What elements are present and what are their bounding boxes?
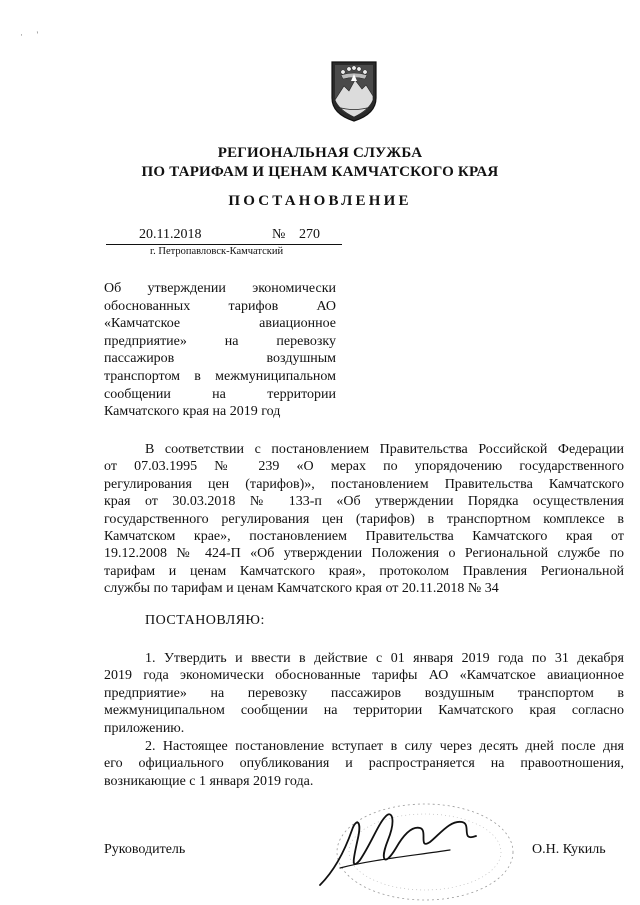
- org-title-line1: РЕГИОНАЛЬНАЯ СЛУЖБА: [217, 145, 423, 161]
- paragraph-line: тарифам и ценам Камчатского края», протоколом Правления Региональной: [104, 563, 624, 579]
- paragraph-line: межмуниципальном сообщении на территории Камчатского края согласно: [104, 703, 624, 719]
- signatory-name: О.Н. Кукиль: [532, 842, 606, 857]
- resolve-heading: ПОСТАНОВЛЯЮ:: [145, 613, 265, 628]
- handwritten-signature-icon: [300, 790, 530, 905]
- document-number: 270: [299, 227, 320, 242]
- paragraph-line: приложению.: [104, 720, 185, 736]
- paragraph-line: 19.12.2008 № 424-П «Об утверждении Положения о Региональной службе по: [104, 546, 624, 562]
- subject-line: «Камчатское авиационное: [104, 316, 336, 332]
- document-type: ПОСТАНОВЛЕНИЕ: [228, 193, 412, 209]
- paragraph-line: В соответствии с постановлением Правительства Российской Федерации: [145, 442, 624, 457]
- subject-line: Об утверждении экономически: [104, 281, 336, 296]
- subject-line: пассажиров воздушным: [104, 351, 336, 367]
- number-sign: №: [272, 227, 286, 242]
- paragraph-line: 2019 года экономически обоснованные тарифы АО «Камчатское авиационное: [104, 668, 624, 684]
- subject-line: обоснованных тарифов АО: [104, 298, 336, 314]
- paragraph-line: возникающие с 1 января 2019 года.: [104, 773, 314, 789]
- preamble-paragraph: [104, 441, 624, 598]
- subject-line: транспортом в межмуниципальном: [104, 368, 336, 384]
- paragraph-line: предприятие» на перевозку пассажиров воздушным транспортом в: [104, 685, 624, 701]
- kamchatka-coat-of-arms-icon: [329, 60, 379, 122]
- org-title-line2: ПО ТАРИФАМ И ЦЕНАМ КАМЧАТСКОГО КРАЯ: [141, 164, 499, 180]
- paragraph-line: 2. Настоящее постановление вступает в силу через десять дней после дня: [145, 739, 624, 754]
- signatory-position: Руководитель: [104, 842, 186, 857]
- paragraph-line: регулирования цен (тарифов)», постановлением Правительства Камчатского: [104, 476, 624, 492]
- paragraph-line: от 07.03.1995 № 239 «О мерах по упорядочению государственного: [104, 459, 624, 475]
- paragraph-line: Камчатском крае», постановлением Правительства Камчатского края от: [104, 529, 624, 545]
- document-subject: [104, 280, 336, 421]
- paragraph-line: государственного регулирования цен (тарифов) в транспортном комплексе в: [104, 511, 624, 527]
- item-1-paragraph: [104, 650, 624, 737]
- paragraph-line: края от 30.03.2018 № 133-п «Об утверждении Порядка осуществления: [104, 494, 624, 510]
- scan-marks: · ': [20, 30, 39, 40]
- subject-line: сообщении на территории: [104, 386, 336, 402]
- subject-line: Камчатского края на 2019 год: [104, 404, 281, 420]
- date-number-line: [106, 227, 342, 245]
- paragraph-line: его официального опубликования и распространяется на правоотношения,: [104, 756, 624, 772]
- subject-line: предприятие» на перевозку: [104, 333, 336, 349]
- document-date: 20.11.2018: [139, 227, 202, 242]
- paragraph-line: 1. Утвердить и ввести в действие с 01 января 2019 года по 31 декабря: [145, 651, 624, 666]
- item-2-paragraph: [104, 738, 624, 790]
- paragraph-line: службы по тарифам и ценам Камчатского края от 20.11.2018 № 34: [104, 581, 499, 597]
- document-city: г. Петропавловск-Камчатский: [150, 246, 284, 257]
